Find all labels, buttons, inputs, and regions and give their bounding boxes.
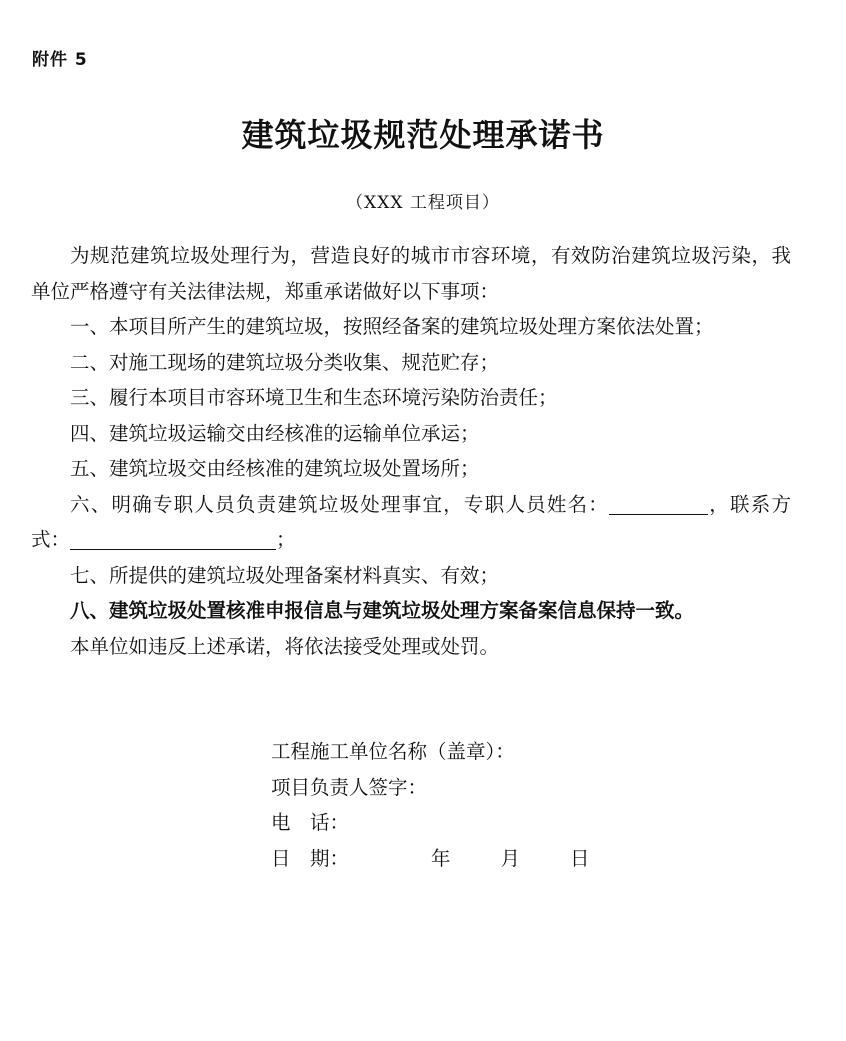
staff-name-blank-continued — [664, 492, 708, 515]
attachment-label: 附件 5 — [32, 50, 88, 70]
commitment-item-1: 一、本项目所产生的建筑垃圾，按照经备案的建筑垃圾处理方案依法处置； — [70, 315, 714, 338]
intro-paragraph: 为规范建筑垃圾处理行为，营造良好的城市市容环境，有效防治建筑垃圾污染，我单位严格遵守有关法律法规，郑重承诺做好以下事项： — [31, 244, 791, 303]
commitment-item-6 — [31, 487, 791, 558]
manager-signature-label: 项目负责人签字： — [271, 775, 428, 799]
document-subtitle: （XXX 工程项目） — [346, 193, 500, 213]
contact-blank — [70, 527, 276, 550]
company-name-label: 工程施工单位名称（盖章）： — [271, 740, 515, 763]
day-label: 日 — [570, 846, 590, 870]
date-label: 日 期： — [271, 846, 350, 870]
item6-suffix: ； — [276, 528, 296, 551]
commitment-item-7: 七、所提供的建筑垃圾处理备案材料真实、有效； — [70, 563, 500, 587]
month-label: 月 — [500, 846, 521, 870]
commitment-item-8: 八、建筑垃圾处置核准申报信息与建筑垃圾处理方案备案信息保持一致。 — [70, 599, 695, 622]
signature-block — [271, 734, 590, 876]
year-label: 年 — [431, 846, 451, 870]
commitment-item-2: 二、对施工现场的建筑垃圾分类收集、规范贮存； — [70, 350, 500, 374]
commitment-item-3: 三、履行本项目市容环境卫生和生态环境污染防治责任； — [70, 386, 558, 409]
closing-paragraph: 本单位如违反上述承诺，将依法接受处理或处罚。 — [70, 634, 500, 658]
date-line — [271, 841, 590, 877]
document-body — [31, 238, 791, 664]
commitment-item-4: 四、建筑垃圾运输交由经核准的运输单位承运； — [70, 421, 480, 445]
commitment-item-5: 五、建筑垃圾交由经核准的建筑垃圾处置场所； — [70, 457, 480, 480]
document-title: 建筑垃圾规范处理承诺书 — [241, 116, 605, 154]
item6-text: 六、明确专职人员负责建筑垃圾处理事宜，专职人员姓名： — [70, 492, 610, 516]
phone-label: 电 话： — [271, 811, 350, 834]
contact-label: ，联系方式： — [31, 492, 791, 551]
